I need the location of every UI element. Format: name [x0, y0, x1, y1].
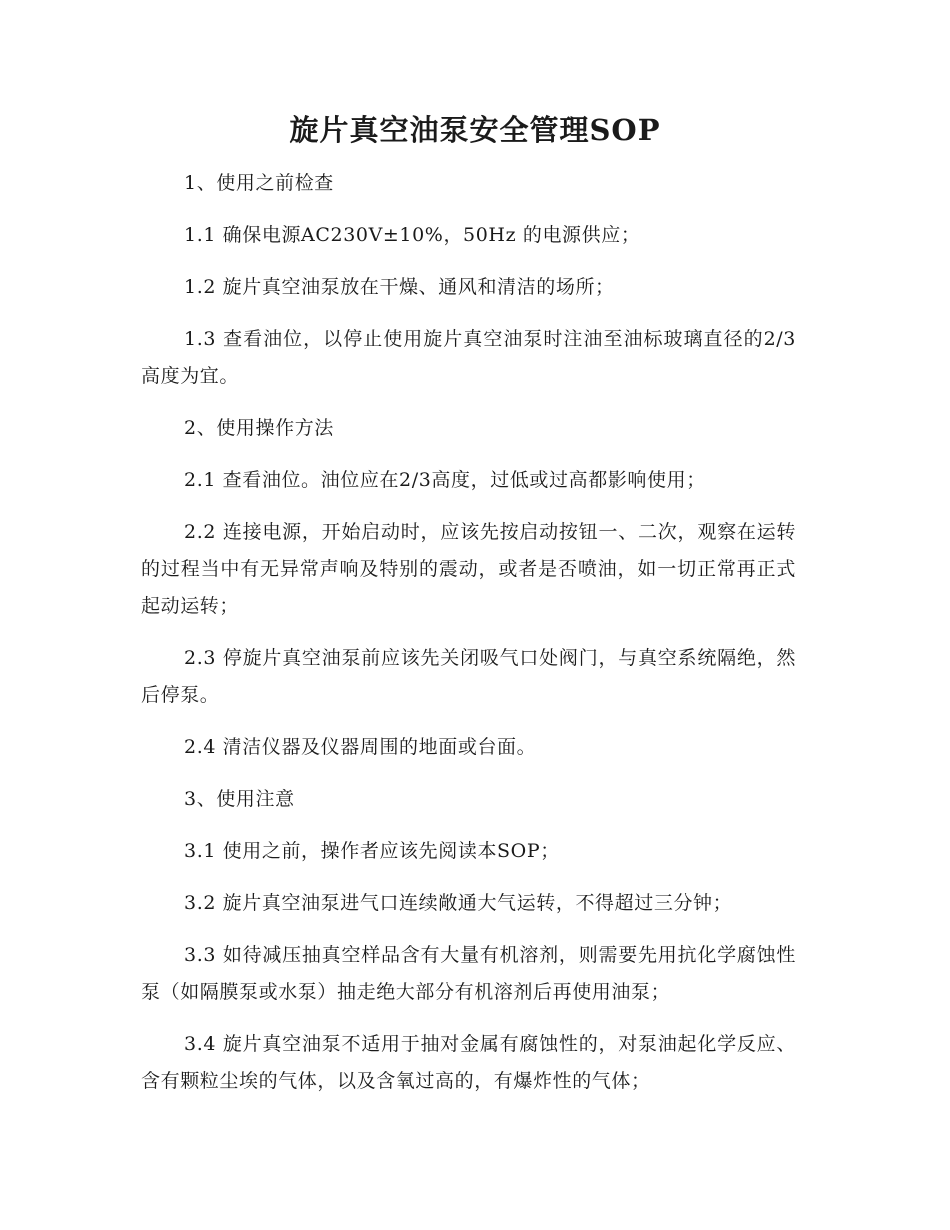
section-heading-1: 1、使用之前检查 [184, 172, 334, 194]
paragraph-2-3: 2.3 停旋片真空油泵前应该先关闭吸气口处阀门，与真空系统隔绝，然后停泵。 [141, 647, 796, 706]
paragraph-1-3: 1.3 查看油位，以停止使用旋片真空油泵时注油至油标玻璃直径的2/3高度为宜。 [141, 328, 796, 387]
paragraph-2-4: 2.4 清洁仪器及仪器周围的地面或台面。 [184, 736, 537, 758]
document-title: 旋片真空油泵安全管理SOP [289, 113, 661, 147]
document-body [141, 165, 796, 1115]
paragraph-3-4: 3.4 旋片真空油泵不适用于抽对金属有腐蚀性的，对泵油起化学反应、含有颗粒尘埃的气体，以及含氧过高的，有爆炸性的气体； [141, 1033, 796, 1092]
paragraph-2-2: 2.2 连接电源，开始启动时，应该先按启动按钮一、二次，观察在运转的过程当中有无异常声响及特别的震动，或者是否喷油，如一切正常再正式起动运转； [141, 521, 796, 617]
section-heading-2: 2、使用操作方法 [184, 417, 334, 439]
paragraph-3-3: 3.3 如待减压抽真空样品含有大量有机溶剂，则需要先用抗化学腐蚀性泵（如隔膜泵或水泵）抽走绝大部分有机溶剂后再使用油泵； [141, 944, 796, 1003]
paragraph-2-1: 2.1 查看油位。油位应在2/3高度，过低或过高都影响使用； [184, 469, 706, 491]
paragraph-1-1: 1.1 确保电源AC230V±10%，50Hz 的电源供应； [184, 224, 641, 246]
paragraph-1-2: 1.2 旋片真空油泵放在干燥、通风和清洁的场所； [184, 276, 615, 298]
paragraph-3-1: 3.1 使用之前，操作者应该先阅读本SOP； [184, 840, 560, 862]
paragraph-3-2: 3.2 旋片真空油泵进气口连续敞通大气运转，不得超过三分钟； [184, 892, 733, 914]
section-heading-3: 3、使用注意 [184, 788, 295, 810]
